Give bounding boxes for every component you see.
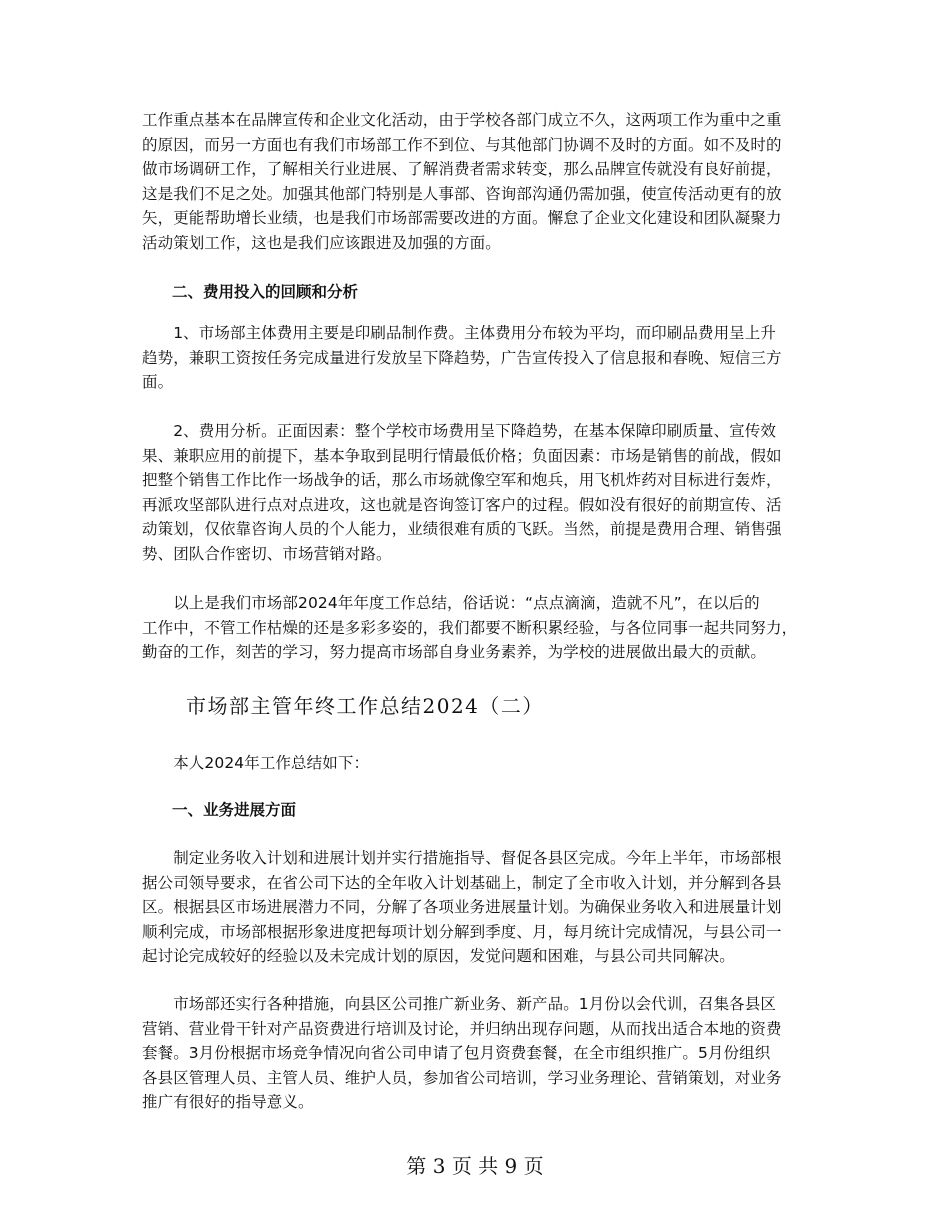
paragraph-business-measures (142, 992, 822, 1115)
text-line: 工作重点基本在品牌宣传和企业文化活动，由于学校各部门成立不久，这两项工作为重中之重 (142, 111, 782, 129)
text-line: 起讨论完成较好的经验以及未完成计划的原因，发觉问题和困难，与县公司共同解决。 (142, 947, 735, 965)
text-line: 矢，更能帮助增长业绩，也是我们市场部需要改进的方面。懈怠了企业文化建设和团队凝聚力 (142, 209, 782, 227)
text-line: 据公司领导要求，在省公司下达的全年收入计划基础上，制定了全市收入计划，并分解到各县 (142, 873, 782, 892)
text-line: 把整个销售工作比作一场战争的话，那么市场就像空军和炮兵，用飞机炸药对目标进行轰炸， (142, 471, 782, 489)
text-line: 1、市场部主体费用主要是印刷品制作费。主体费用分布较为平均，而印刷品费用呈上升 (142, 324, 776, 342)
text-line: 制定业务收入计划和进展计划并实行措施指导、督促各县区完成。今年上半年，市场部根 (142, 849, 782, 867)
paragraph-work-focus (142, 108, 822, 255)
text-line: 做市场调研工作，了解相关行业进展、了解消费者需求转变，那么品牌宣传就没有良好前提， (142, 160, 782, 178)
text-line: 再派攻坚部队进行点对点进攻，这也就是咨询签订客户的过程。假如没有很好的前期宣传、活 (142, 495, 782, 514)
text-line: 市场部还实行各种措施，向县区公司推广新业务、新产品。1月份以会代训，召集各县区 (142, 995, 776, 1013)
text-line: 势、团队合作密切、市场营销对路。 (142, 544, 392, 563)
text-line: 的原因，而另一方面也有我们市场部工作不到位、与其他部门协调不及时的方面。如不及时的 (142, 135, 782, 154)
text-line: 2、费用分析。正面因素：整个学校市场费用呈下降趋势，在基本保障印刷质量、宣传效 (142, 422, 776, 440)
section-heading-cost: 二、费用投入的回顾和分析 (172, 283, 359, 301)
paragraph-cost-2 (142, 419, 822, 566)
text-line: 趋势，兼职工资按任务完成量进行发放呈下降趋势，广告宣传投入了信息报和春晚、短信三方 (142, 348, 782, 367)
paragraph-conclusion (142, 591, 822, 665)
text-line: 区。根据县区市场进展潜力不同，分解了各项业务进展量计划。为确保业务收入和进展量计划 (142, 898, 782, 916)
text-line: 顺利完成，市场部根据形象进度把每项计划分解到季度、月，每月统计完成情况，与县公司一 (142, 922, 782, 941)
text-line: 果、兼职应用的前提下，基本争取到昆明行情最低价格；负面因素：市场是销售的前战，假如 (142, 446, 782, 465)
text-line: 这是我们不足之处。加强其他部门特别是人事部、咨询部沟通仍需加强，使宣传活动更有的放 (142, 184, 782, 203)
paragraph-intro (142, 751, 822, 776)
text-line: 动策划，仅依靠咨询人员的个人能力，业绩很难有质的飞跃。当然，前提是费用合理、销售强 (142, 520, 782, 538)
text-line: 本人2024年工作总结如下： (142, 754, 370, 772)
text-line: 推广有很好的指导意义。 (142, 1093, 314, 1111)
text-line: 活动策划工作，这也是我们应该跟进及加强的方面。 (142, 233, 501, 252)
paragraph-cost-1 (142, 321, 822, 395)
text-line: 各县区管理人员、主管人员、维护人员，参加省公司培训，学习业务理论、营销策划，对业务 (142, 1068, 782, 1087)
text-line: 勤奋的工作，刻苦的学习，努力提高市场部自身业务素养，为学校的进展做出最大的贡献。 (142, 643, 767, 661)
text-line: 工作中，不管工作枯燥的还是多彩多姿的，我们都要不断积累经验，与各位同事一起共同努力， (142, 618, 798, 637)
page-number: 第 3 页 共 9 页 (406, 1154, 544, 1178)
text-line: 以上是我们市场部2024年年度工作总结，俗话说：“点点滴滴，造就不凡”，在以后的 (142, 594, 760, 612)
page-footer (0, 1150, 950, 1179)
text-line: 面。 (142, 373, 174, 391)
document-title-part-two: 市场部主管年终工作总结2024（二） (186, 694, 544, 718)
section-heading-business: 一、业务进展方面 (172, 801, 297, 819)
text-line: 套餐。3月份根据市场竞争情况向省公司申请了包月资费套餐，在全市组织推广。5月份组织 (142, 1044, 771, 1062)
text-line: 营销、营业骨干针对产品资费进行培训及讨论，并归纳出现存问题，从而找出适合本地的资费 (142, 1019, 782, 1038)
paragraph-business-plan (142, 846, 822, 969)
